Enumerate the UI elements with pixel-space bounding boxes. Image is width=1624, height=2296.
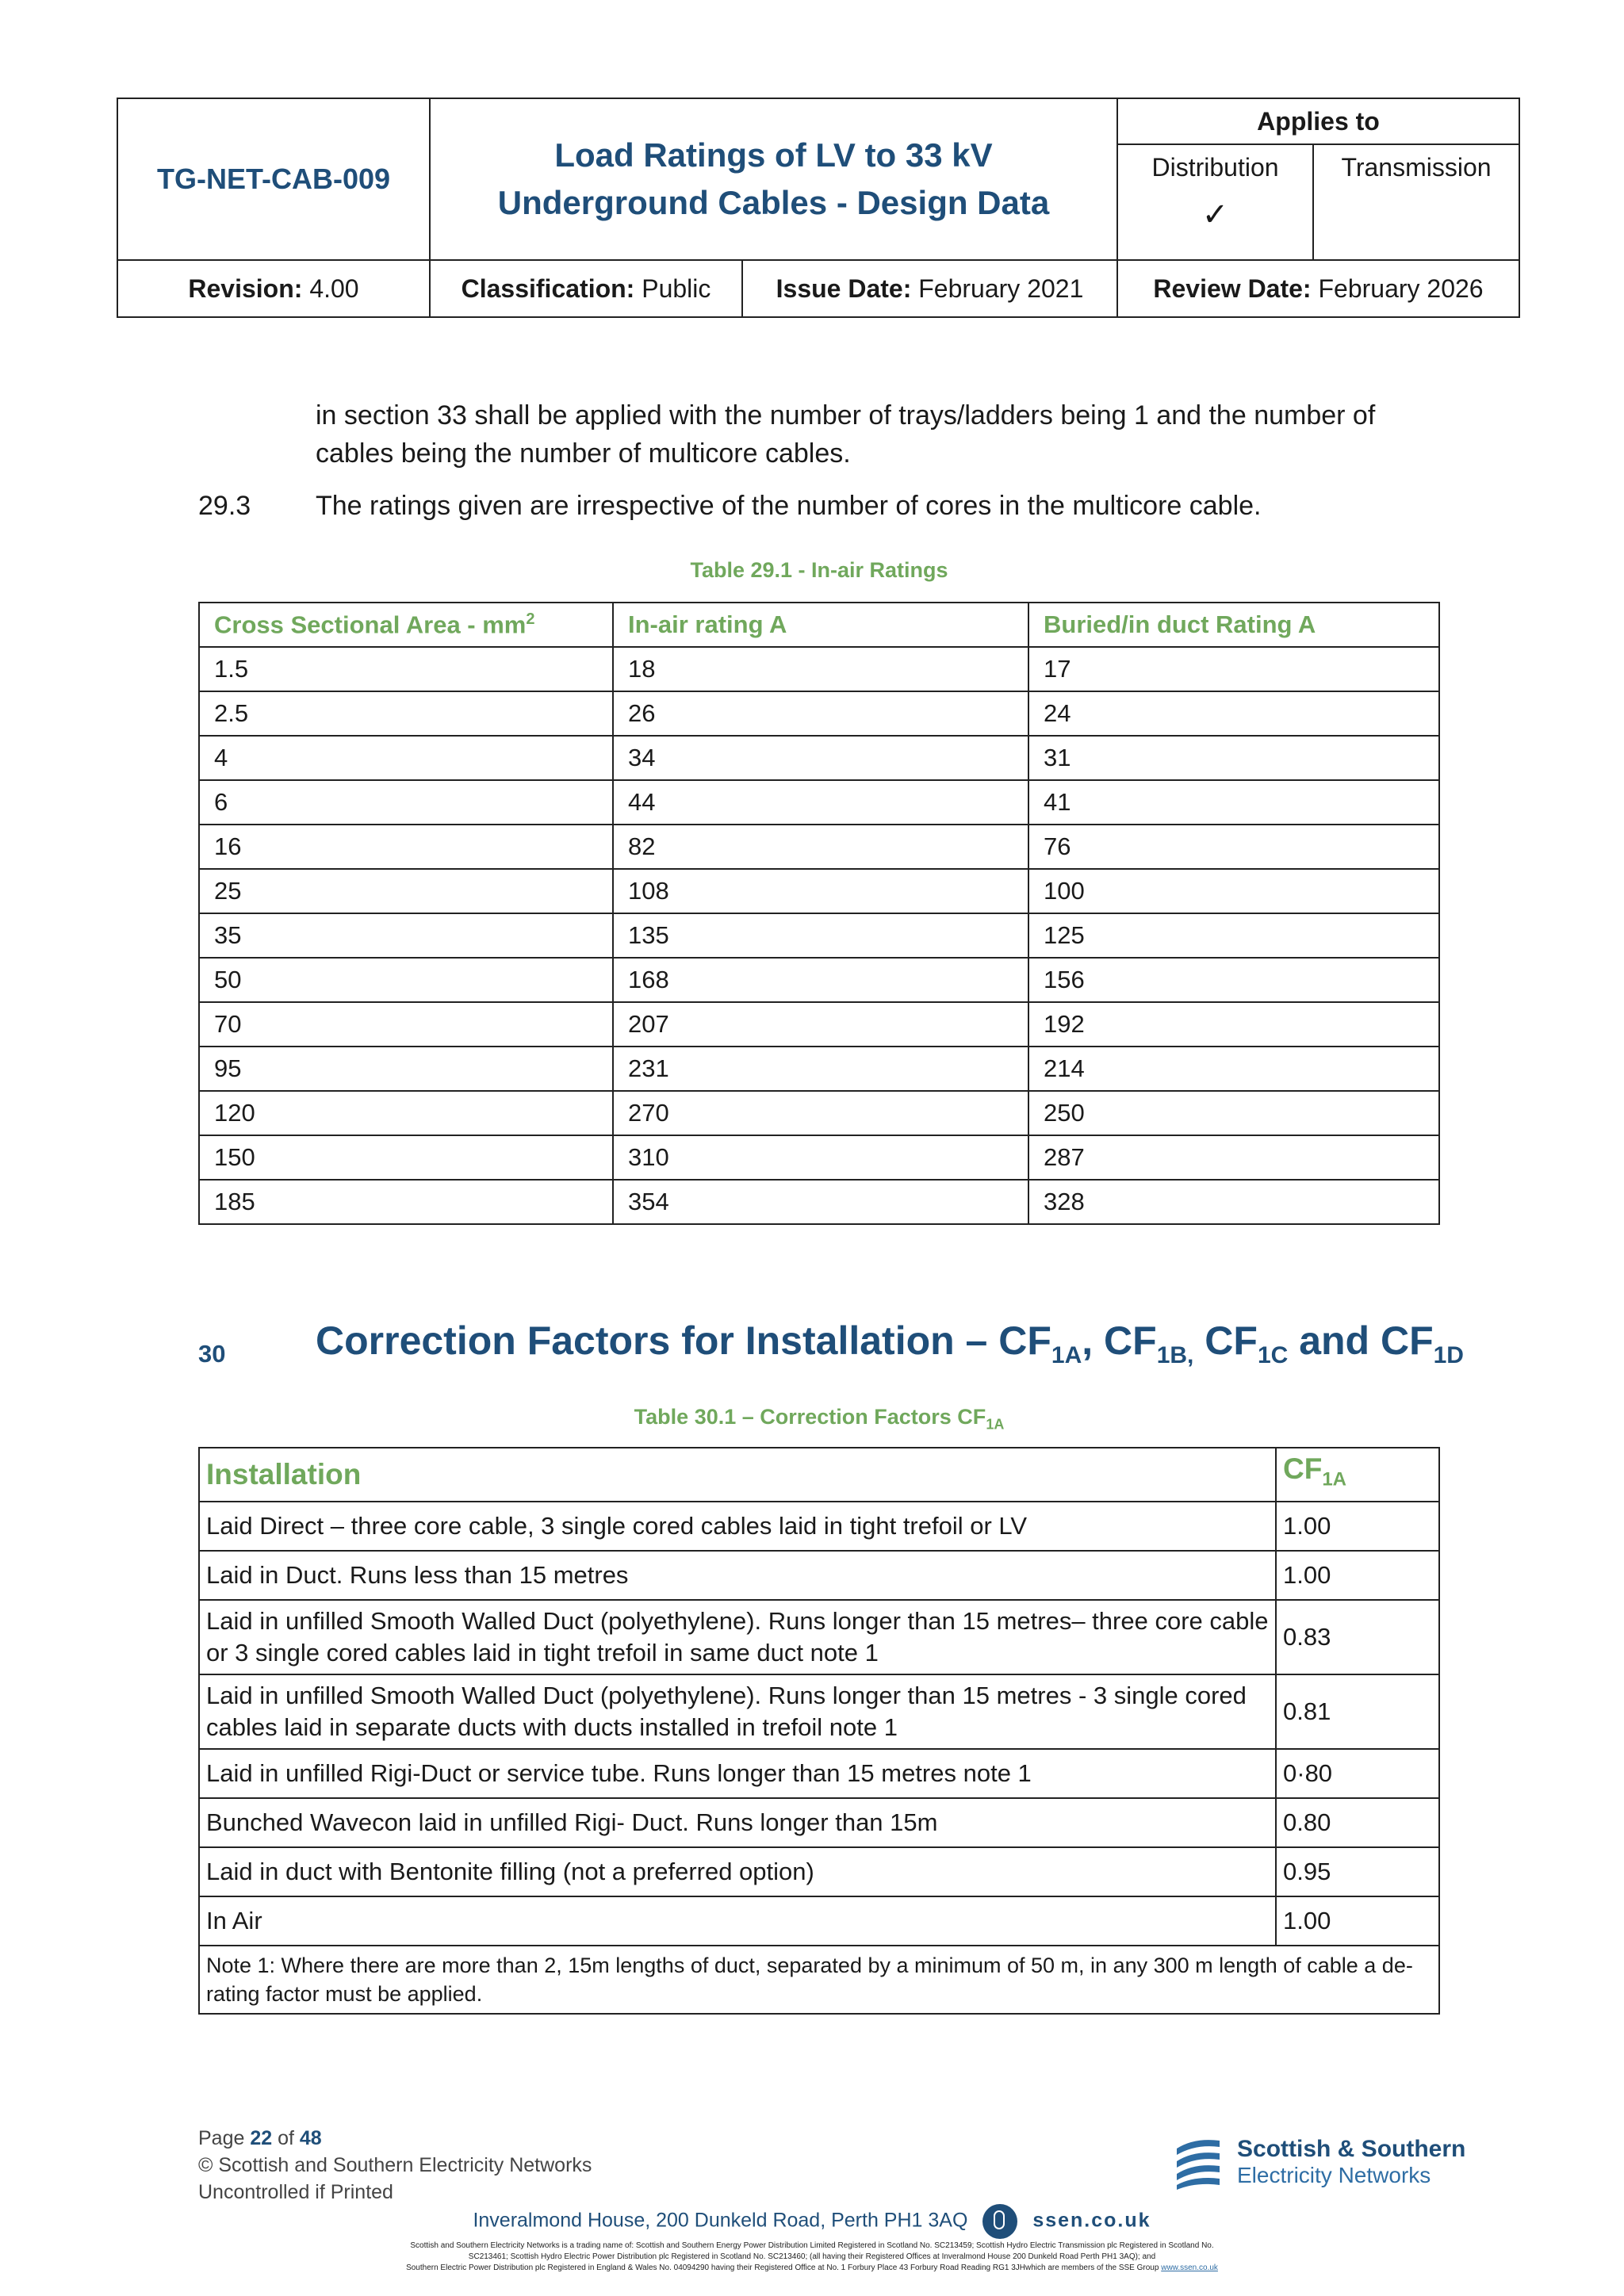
table-row — [199, 691, 1439, 736]
cell-installation: Laid in unfilled Rigi-Duct or service tube. Runs longer than 15 metres note 1 — [199, 1749, 1276, 1798]
copyright: © Scottish and Southern Electricity Networks — [198, 2154, 592, 2176]
issue-date-value: February 2021 — [918, 274, 1084, 303]
address-line — [0, 2204, 1624, 2239]
logo-line1: Scottish & Southern — [1237, 2136, 1466, 2162]
cell-in-air: 34 — [613, 736, 1028, 780]
table-row — [199, 780, 1439, 825]
table-note-row — [199, 1946, 1439, 2014]
cell-csa: 95 — [199, 1047, 613, 1091]
header-cf1a: $CF_{1A}$ — [1276, 1448, 1439, 1502]
cell-buried: 287 — [1028, 1135, 1439, 1180]
cell-installation: Laid in Duct. Runs less than 15 metres — [199, 1551, 1276, 1600]
table-note: Note 1: Where there are more than 2, 15m lengths of duct, separated by a minimum of 50 m, in any 300 m length of cable a de-rating factor must be applied. — [199, 1946, 1439, 2014]
cell-in-air: 18 — [613, 647, 1028, 691]
in-air-ratings-table — [198, 602, 1440, 1225]
doc-id: TG-NET-CAB-009 — [118, 99, 431, 261]
cell-in-air: 310 — [613, 1135, 1028, 1180]
table-row — [199, 1749, 1439, 1798]
cell-in-air: 82 — [613, 825, 1028, 869]
table-header-row — [199, 1448, 1439, 1502]
review-date-label: Review Date: — [1153, 274, 1312, 303]
table-row — [199, 1135, 1439, 1180]
cell-cf1a: 0.95 — [1276, 1847, 1439, 1896]
cell-csa: 16 — [199, 825, 613, 869]
table-row — [199, 1551, 1439, 1600]
table-row — [199, 1502, 1439, 1551]
cell-csa: 6 — [199, 780, 613, 825]
logo-line2: Electricity Networks — [1237, 2163, 1431, 2187]
cell-csa: 70 — [199, 1002, 613, 1047]
cell-installation: Laid in unfilled Smooth Walled Duct (polyethylene). Runs longer than 15 metres– three core cable or 3 single cored cables laid in tight trefoil in same duct note 1 — [199, 1600, 1276, 1674]
legal-link[interactable]: www.ssen.co.uk — [1161, 2263, 1218, 2272]
cell-in-air: 26 — [613, 691, 1028, 736]
section-title: Correction Factors for Installation – $CF_{1A}$, $CF_{1B,}$ $CF_{1C}$ and $CF_{1D}$ — [316, 1318, 1464, 1368]
cell-cf1a: 0.83 — [1276, 1600, 1439, 1674]
doc-title-line1: Load Ratings of LV to 33 kV — [554, 136, 993, 174]
cell-buried: 41 — [1028, 780, 1439, 825]
cell-cf1a: 0.80 — [1276, 1798, 1439, 1847]
classification-label: Classification: — [461, 274, 635, 303]
cell-in-air: 168 — [613, 958, 1028, 1002]
cell-buried: 214 — [1028, 1047, 1439, 1091]
distribution-cell — [1118, 145, 1314, 261]
section-number: 30 — [198, 1340, 226, 1368]
cell-buried: 76 — [1028, 825, 1439, 869]
doc-title — [431, 99, 1118, 261]
table-row — [199, 1896, 1439, 1946]
table-row — [199, 1600, 1439, 1674]
uncontrolled-notice: Uncontrolled if Printed — [198, 2181, 393, 2203]
document-header — [117, 98, 1520, 318]
revision-cell — [118, 261, 431, 316]
cell-in-air: 135 — [613, 913, 1028, 958]
cell-csa: 4 — [199, 736, 613, 780]
cell-installation: Laid in unfilled Smooth Walled Duct (polyethylene). Runs longer than 15 metres - 3 single cored cables laid in separate ducts with ducts installed in trefoil note 1 — [199, 1674, 1276, 1749]
cell-in-air: 354 — [613, 1180, 1028, 1224]
header-csa: Cross Sectional Area - $mm^2$ — [199, 603, 613, 647]
cell-in-air: 44 — [613, 780, 1028, 825]
table1-body — [199, 647, 1439, 1224]
check-icon: ✓ — [1201, 197, 1229, 232]
cell-buried: 192 — [1028, 1002, 1439, 1047]
header-buried: Buried/in duct Rating A — [1028, 603, 1439, 647]
footer-info — [198, 2125, 592, 2206]
website-link[interactable]: ssen.co.uk — [1032, 2209, 1151, 2232]
table2-caption: Table 30.1 – Correction Factors $CF_{1A}$ — [634, 1405, 1005, 1433]
cell-in-air: 108 — [613, 869, 1028, 913]
revision-value: 4.00 — [309, 274, 359, 303]
cell-installation: Laid Direct – three core cable, 3 single cored cables laid in tight trefoil or LV — [199, 1502, 1276, 1551]
cell-installation: Laid in duct with Bentonite filling (not a preferred option) — [199, 1847, 1276, 1896]
cell-csa: 35 — [199, 913, 613, 958]
cell-cf1a: 1.00 — [1276, 1502, 1439, 1551]
cell-in-air: 207 — [613, 1002, 1028, 1047]
table-row — [199, 958, 1439, 1002]
review-date-value: February 2026 — [1318, 274, 1484, 303]
cell-csa: 25 — [199, 869, 613, 913]
issue-date-cell — [743, 261, 1118, 316]
cell-cf1a: 1.00 — [1276, 1896, 1439, 1946]
header-in-air: In-air rating A — [613, 603, 1028, 647]
classification-cell — [431, 261, 743, 316]
paragraph-continuation — [316, 396, 1375, 473]
table-row — [199, 647, 1439, 691]
cell-cf1a: 0·80 — [1276, 1749, 1439, 1798]
table-row — [199, 869, 1439, 913]
cell-buried: 31 — [1028, 736, 1439, 780]
table-row — [199, 1674, 1439, 1749]
cell-buried: 328 — [1028, 1180, 1439, 1224]
ssen-logo-icon — [1170, 2134, 1226, 2191]
cell-csa: 1.5 — [199, 647, 613, 691]
table2-body — [199, 1502, 1439, 1946]
table1-caption: Table 29.1 - In-air Ratings — [690, 558, 948, 582]
cell-csa: 2.5 — [199, 691, 613, 736]
address: Inveralmond House, 200 Dunkeld Road, Perth PH1 3AQ — [473, 2209, 968, 2232]
ssen-logo — [1170, 2133, 1466, 2196]
cell-csa: 120 — [199, 1091, 613, 1135]
cell-csa: 50 — [199, 958, 613, 1002]
paragraph-line-1: in section 33 shall be applied with the number of trays/ladders being 1 and the number of — [316, 400, 1376, 430]
table-row — [199, 825, 1439, 869]
cell-buried: 125 — [1028, 913, 1439, 958]
cell-cf1a: 1.00 — [1276, 1551, 1439, 1600]
doc-title-line2: Underground Cables - Design Data — [497, 184, 1050, 221]
table-row — [199, 1847, 1439, 1896]
cell-csa: 185 — [199, 1180, 613, 1224]
cell-installation: Bunched Wavecon laid in unfilled Rigi- Duct. Runs longer than 15m — [199, 1798, 1276, 1847]
cell-cf1a: 0.81 — [1276, 1674, 1439, 1749]
table-row — [199, 1091, 1439, 1135]
issue-date-label: Issue Date: — [776, 274, 912, 303]
table-row — [199, 1002, 1439, 1047]
cell-csa: 150 — [199, 1135, 613, 1180]
table-row — [199, 913, 1439, 958]
cell-in-air: 270 — [613, 1091, 1028, 1135]
paragraph-line-2: cables being the number of multicore cables. — [316, 438, 851, 469]
cell-buried: 156 — [1028, 958, 1439, 1002]
cell-buried: 24 — [1028, 691, 1439, 736]
table-row — [199, 1180, 1439, 1224]
legal-text: Scottish and Southern Electricity Networks is a trading name of: Scottish and Southern Energy Power Distribution Limited Registered in Scotland No. SC213459; Scottish Hydro Electric Transmission plc Registered in Scotland No. SC213461; Scottish Hydro Electric Power Distribution plc Registered in Scotland No. SC213460; (all having their Registered Offices at Inveralmond House 200 Dunkeld Road Perth PH1 3AQ); and Southern Electric Power Distribution plc Registered in England & Wales No. 04094290 having their Registered Office at No. 1 Forbury Place 43 Forbury Road Reading RG1 3JHwhich are members of the SSE Group www.ssen.co.uk — [406, 2241, 1218, 2272]
cell-installation: In Air — [199, 1896, 1276, 1946]
table-row — [199, 736, 1439, 780]
cell-buried: 250 — [1028, 1091, 1439, 1135]
cell-buried: 100 — [1028, 869, 1439, 913]
mouse-icon — [982, 2204, 1017, 2239]
correction-factors-table — [198, 1447, 1440, 2015]
page-number: Page 22 of 48 — [198, 2127, 322, 2149]
review-date-cell — [1118, 261, 1519, 316]
table-row — [199, 1798, 1439, 1847]
table-header-row — [199, 603, 1439, 647]
applies-to-label: Applies to — [1118, 99, 1519, 145]
clause-number: 29.3 — [198, 491, 251, 521]
header-installation: Installation — [199, 1448, 1276, 1502]
clause-text: The ratings given are irrespective of the number of cores in the multicore cable. — [316, 491, 1262, 521]
table-row — [199, 1047, 1439, 1091]
cell-in-air: 231 — [613, 1047, 1028, 1091]
classification-value: Public — [642, 274, 711, 303]
revision-label: Revision: — [188, 274, 303, 303]
transmission-label: Transmission — [1314, 145, 1519, 261]
cell-buried: 17 — [1028, 647, 1439, 691]
distribution-label: Distribution — [1151, 153, 1279, 182]
